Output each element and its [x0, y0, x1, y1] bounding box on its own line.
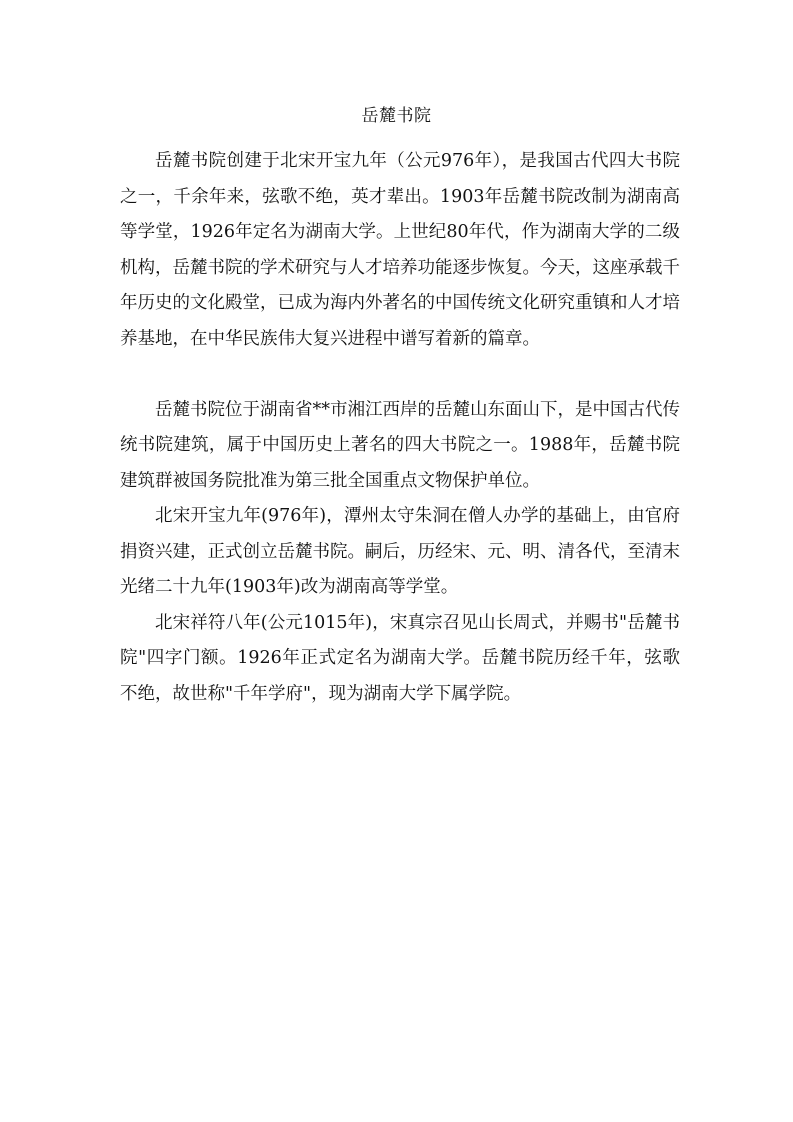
document-body — [120, 144, 680, 712]
paragraph-founding: 北宋开宝九年(976年)，潭州太守朱洞在僧人办学的基础上，由官府捐资兴建，正式创立岳麓书院。嗣后，历经宋、元、明、清各代，至清末光绪二十九年(1903年)改为湖南高等学堂。 — [120, 506, 680, 597]
paragraph-intro: 岳麓书院创建于北宋开宝九年（公元976年），是我国古代四大书院之一，千余年来，弦歌不绝，英才辈出。1903年岳麓书院改制为湖南高等学堂，1926年定名为湖南大学。上世纪80年代，作为湖南大学的二级机构，岳麓书院的学术研究与人才培养功能逐步恢复。今天，这座承载千年历史的文化殿堂，已成为海内外著名的中国传统文化研究重镇和人才培养基地，在中华民族伟大复兴进程中谱写着新的篇章。 — [120, 151, 680, 349]
document-title: 岳麓书院 — [361, 106, 432, 126]
paragraph-plaque: 北宋祥符八年(公元1015年)，宋真宗召见山长周式，并赐书"岳麓书院"四字门额。1926年正式定名为湖南大学。岳麓书院历经千年，弦歌不绝，故世称"千年学府"，现为湖南大学下属学院。 — [120, 612, 680, 704]
paragraph-location: 岳麓书院位于湖南省**市湘江西岸的岳麓山东面山下，是中国古代传统书院建筑，属于中国历史上著名的四大书院之一。1988年，岳麓书院建筑群被国务院批准为第三批全国重点文物保护单位。 — [120, 399, 680, 491]
